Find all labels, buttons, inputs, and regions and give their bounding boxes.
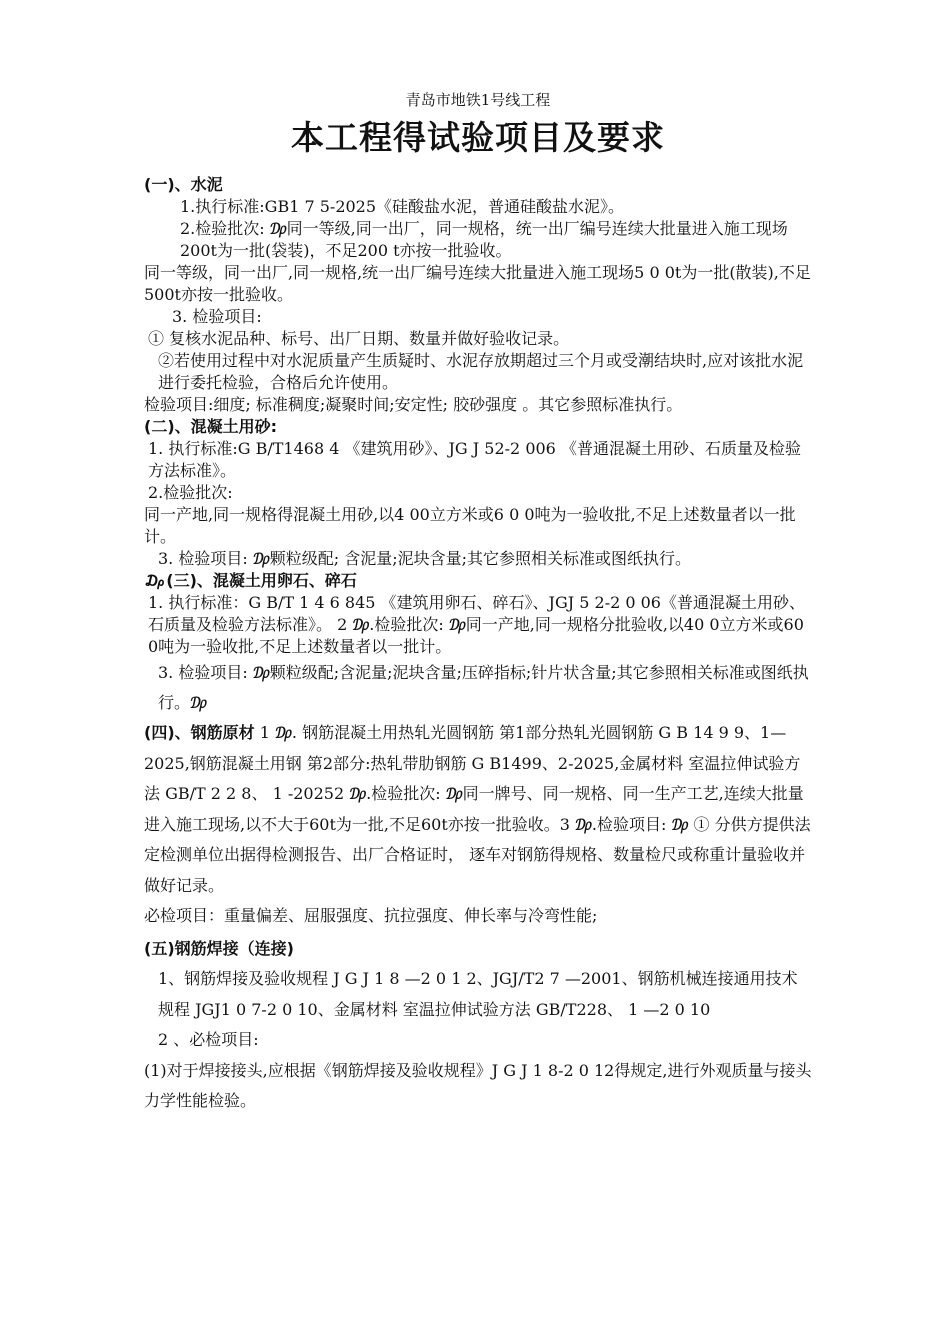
paragraph: (1)对于焊接接头,应根据《钢筋焊接及验收规程》J G J 1 8-2 0 12得规定,进行外观质量与接头力学性能检验。: [144, 1060, 812, 1110]
paragraph: 1.执行标准:GB1 7 5-2025《硅酸盐水泥，普通硅酸盐水泥》。: [180, 197, 625, 216]
paragraph: 同一等级，同一出厂,同一规格,统一出厂编号连续大批量进入施工现场5 0 0t为一批(散装),不足500t亦按一批验收。: [144, 263, 811, 304]
paragraph-text: 1 ₯. 钢筋混凝土用热轧光圆钢筋 第1部分热轧光圆钢筋 G B 14 9 9、1—2025,钢筋混凝土用钢 第2部分:热轧带肋钢筋 G B1499、2-2025,金属材料 室温拉伸试验方法 GB/T 2 2 8、 1 -20252 ₯.检验批次: ₯同一牌号、同一规格、同一生产工艺,连续大批量进入施工现场,以不大于60t为一批,不足60t亦按一批验收。3 ₯.检验项目: ₯ ① 分供方提供法定检测单位出据得检测报告、出厂合格证时， 逐车对钢筋得规格、数量检尺或称重计量验收并做好记录。: [144, 723, 811, 895]
paragraph: ① 复核水泥品种、标号、出厂日期、数量并做好验收记录。: [148, 329, 570, 348]
section-rebar: [144, 718, 812, 932]
paragraph: 2.检验批次:: [148, 483, 233, 502]
paragraph: 必检项目：重量偏差、屈服强度、抗拉强度、伸长率与冷弯性能;: [144, 906, 598, 925]
paragraph: 3. 检验项目: ₯颗粒级配; 含泥量;泥块含量;其它参照相关标准或图纸执行。: [158, 549, 692, 568]
section-heading: ₯(三)、混凝土用卵石、碎石: [144, 571, 357, 590]
paragraph: [144, 718, 812, 901]
paragraph: 2.检验批次: ₯同一等级,同一出厂，同一规格，统一出厂编号连续大批量进入施工现场200t为一批(袋装)，不足200 t亦按一批验收。: [180, 219, 788, 260]
section-gravel: [144, 570, 812, 718]
page-title: 本工程得试验项目及要求: [291, 118, 665, 157]
paragraph: 同一产地,同一规格得混凝土用砂,以4 00立方米或6 0 0吨为一验收批,不足上述数量者以一批计。: [144, 505, 796, 546]
section-cement: [144, 174, 812, 416]
document-page: [144, 88, 812, 1117]
paragraph: 1、钢筋焊接及验收规程 J G J 1 8 —2 0 1 2、JGJ/T2 7 —2001、钢筋机械连接通用技术规程 JGJ1 0 7-2 0 10、金属材料 室温拉伸试验方法 GB/T228、 1 —2 0 10: [158, 969, 798, 1019]
paragraph: 检验项目:细度; 标准稠度;凝聚时间;安定性; 胶砂强度 。其它参照标准执行。: [144, 395, 683, 414]
paragraph: 3. 检验项目:: [172, 307, 262, 326]
paragraph: 1. 执行标准:G B/T1468 4 《建筑用砂》、JG J 52-2 006 《普通混凝土用砂、石质量及检验方法标准》。: [148, 439, 801, 480]
section-heading: (五)钢筋焊接（连接): [144, 938, 294, 958]
section-heading: (四)、钢筋原材: [144, 723, 255, 742]
paragraph: 3. 检验项目: ₯颗粒级配;含泥量;泥块含量;压碎指标;针片状含量;其它参照相关标准或图纸执行。₯: [158, 663, 809, 712]
section-heading: (二)、混凝土用砂:: [144, 417, 278, 436]
section-welding: [144, 934, 812, 1117]
project-header: 青岛市地铁1号线工程: [405, 91, 551, 109]
paragraph: ②若使用过程中对水泥质量产生质疑时、水泥存放期超过三个月或受潮结块时,应对该批水泥进行委托检验，合格后允许使用。: [158, 351, 804, 392]
paragraph: 1. 执行标准：G B/T 1 4 6 845 《建筑用卵石、碎石》、JGJ 5 2-2 0 06《普通混凝土用砂、石质量及检验方法标准》。 2 ₯.检验批次: ₯同一产地,同一规格分批验收,以40 0立方米或60 0吨为一验收批,不足上述数量者以一批计。: [148, 593, 805, 656]
section-sand: [144, 416, 812, 570]
section-heading: (一)、水泥: [144, 175, 223, 194]
paragraph: 2 、必检项目:: [158, 1030, 259, 1049]
